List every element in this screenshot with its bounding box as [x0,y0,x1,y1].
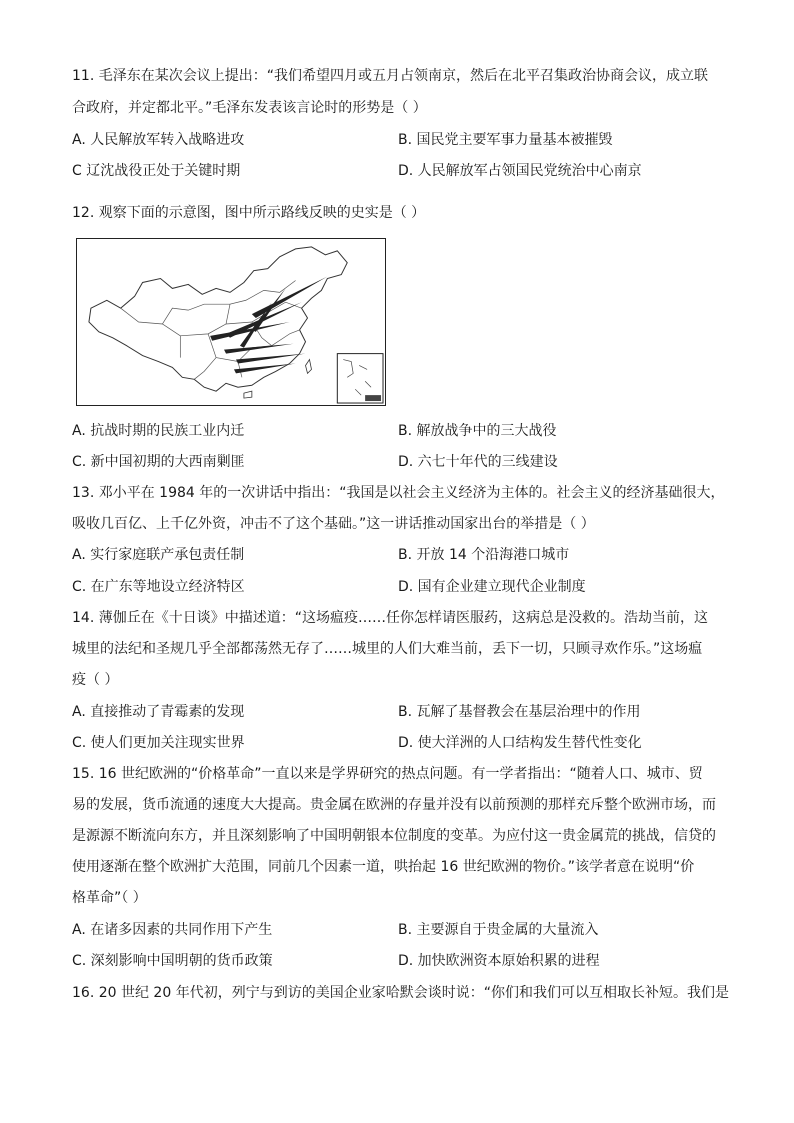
q11-option-c: C 辽沈战役正处于关键时期 [72,163,241,179]
q15-stem-line1: 15. 16 世纪欧洲的“价格革命”一直以来是学界研究的热点问题。有一学者指出：“随着人口、城市、贸 [72,766,703,782]
q14-option-b: B. 瓦解了基督教会在基层治理中的作用 [398,704,641,720]
q16-stem-line1: 16. 20 世纪 20 年代初，列宁与到访的美国企业家哈默会谈时说：“你们和我们可以互相取长补短。我们是 [72,985,729,1001]
q15-option-c: C. 深刻影响中国明朝的货币政策 [72,953,273,969]
q11-stem-line1: 11. 毛泽东在某次会议上提出：“我们希望四月或五月占领南京，然后在北平召集政治协商会议，成立联 [72,68,708,84]
q15-option-b: B. 主要源自于贵金属的大量流入 [398,922,599,938]
q13-option-b: B. 开放 14 个沿海港口城市 [398,547,570,563]
q14-stem-line1: 14. 薄伽丘在《十日谈》中描述道：“这场瘟疫……任你怎样请医服药，这病总是没救的。浩劫当前，这 [72,610,708,626]
route-arrow-8 [240,302,272,347]
china-map-svg [77,239,385,405]
q12-option-a: A. 抗战时期的民族工业内迁 [72,423,245,439]
q13-option-d: D. 国有企业建立现代企业制度 [398,579,586,595]
route-arrow-6 [234,364,296,374]
q11-option-a: A. 人民解放军转入战略进攻 [72,132,245,148]
route-arrow-1 [252,277,328,319]
q13-stem-line1: 13. 邓小平在 1984 年的一次讲话中指出：“我国是以社会主义经济为主体的。社会主义的经济基础很大， [72,485,725,501]
china-map-figure [76,238,386,406]
q14-stem-line2: 城里的法纪和圣规几乎全部都荡然无存了……城里的人们大难当前，丢下一切，只顾寻欢作乐。”这场瘟 [72,641,703,657]
q14-option-d: D. 使大洋洲的人口结构发生替代性变化 [398,735,642,751]
q15-stem-line4: 使用逐渐在整个欧洲扩大范围，同前几个因素一道，哄抬起 16 世纪欧洲的物价。”该学者意在说明“价 [72,859,695,875]
q11-option-b: B. 国民党主要军事力量基本被摧毁 [398,132,613,148]
q15-stem-line2: 易的发展，货币流通的速度大大提高。贵金属在欧洲的存量并没有以前预测的那样充斥整个欧洲市场，而 [72,797,716,813]
q12-option-d: D. 六七十年代的三线建设 [398,454,558,470]
q15-option-a: A. 在诸多因素的共同作用下产生 [72,922,273,938]
q14-option-c: C. 使人们更加关注现实世界 [72,735,245,751]
q14-stem-line3: 疫（ ） [72,672,119,688]
q12-stem-line1: 12. 观察下面的示意图，图中所示路线反映的史实是（ ） [72,205,426,221]
q12-option-b: B. 解放战争中的三大战役 [398,423,557,439]
q13-option-a: A. 实行家庭联产承包责任制 [72,547,245,563]
q14-option-a: A. 直接推动了青霉素的发现 [72,704,245,720]
q15-stem-line3: 是源源不断流向东方，并且深刻影响了中国明朝银本位制度的变革。为应付这一贵金属荒的挑战，信贷的 [72,828,716,844]
q12-option-c: C. 新中国初期的大西南剿匪 [72,454,245,470]
q15-option-d: D. 加快欧洲资本原始积累的进程 [398,953,600,969]
china-outline [89,247,347,391]
q15-stem-line5: 格革命”（ ） [72,890,147,906]
q13-option-c: C. 在广东等地设立经济特区 [72,579,245,595]
q11-option-d: D. 人民解放军占领国民党统治中心南京 [398,163,642,179]
q13-stem-line2: 吸收几百亿、上千亿外资，冲击不了这个基础。”这一讲话推动国家出台的举措是（ ） [72,516,595,532]
route-arrow-4 [224,344,294,354]
q11-stem-line2: 合政府，并定都北平。”毛泽东发表该言论时的形势是（ ） [72,100,427,116]
